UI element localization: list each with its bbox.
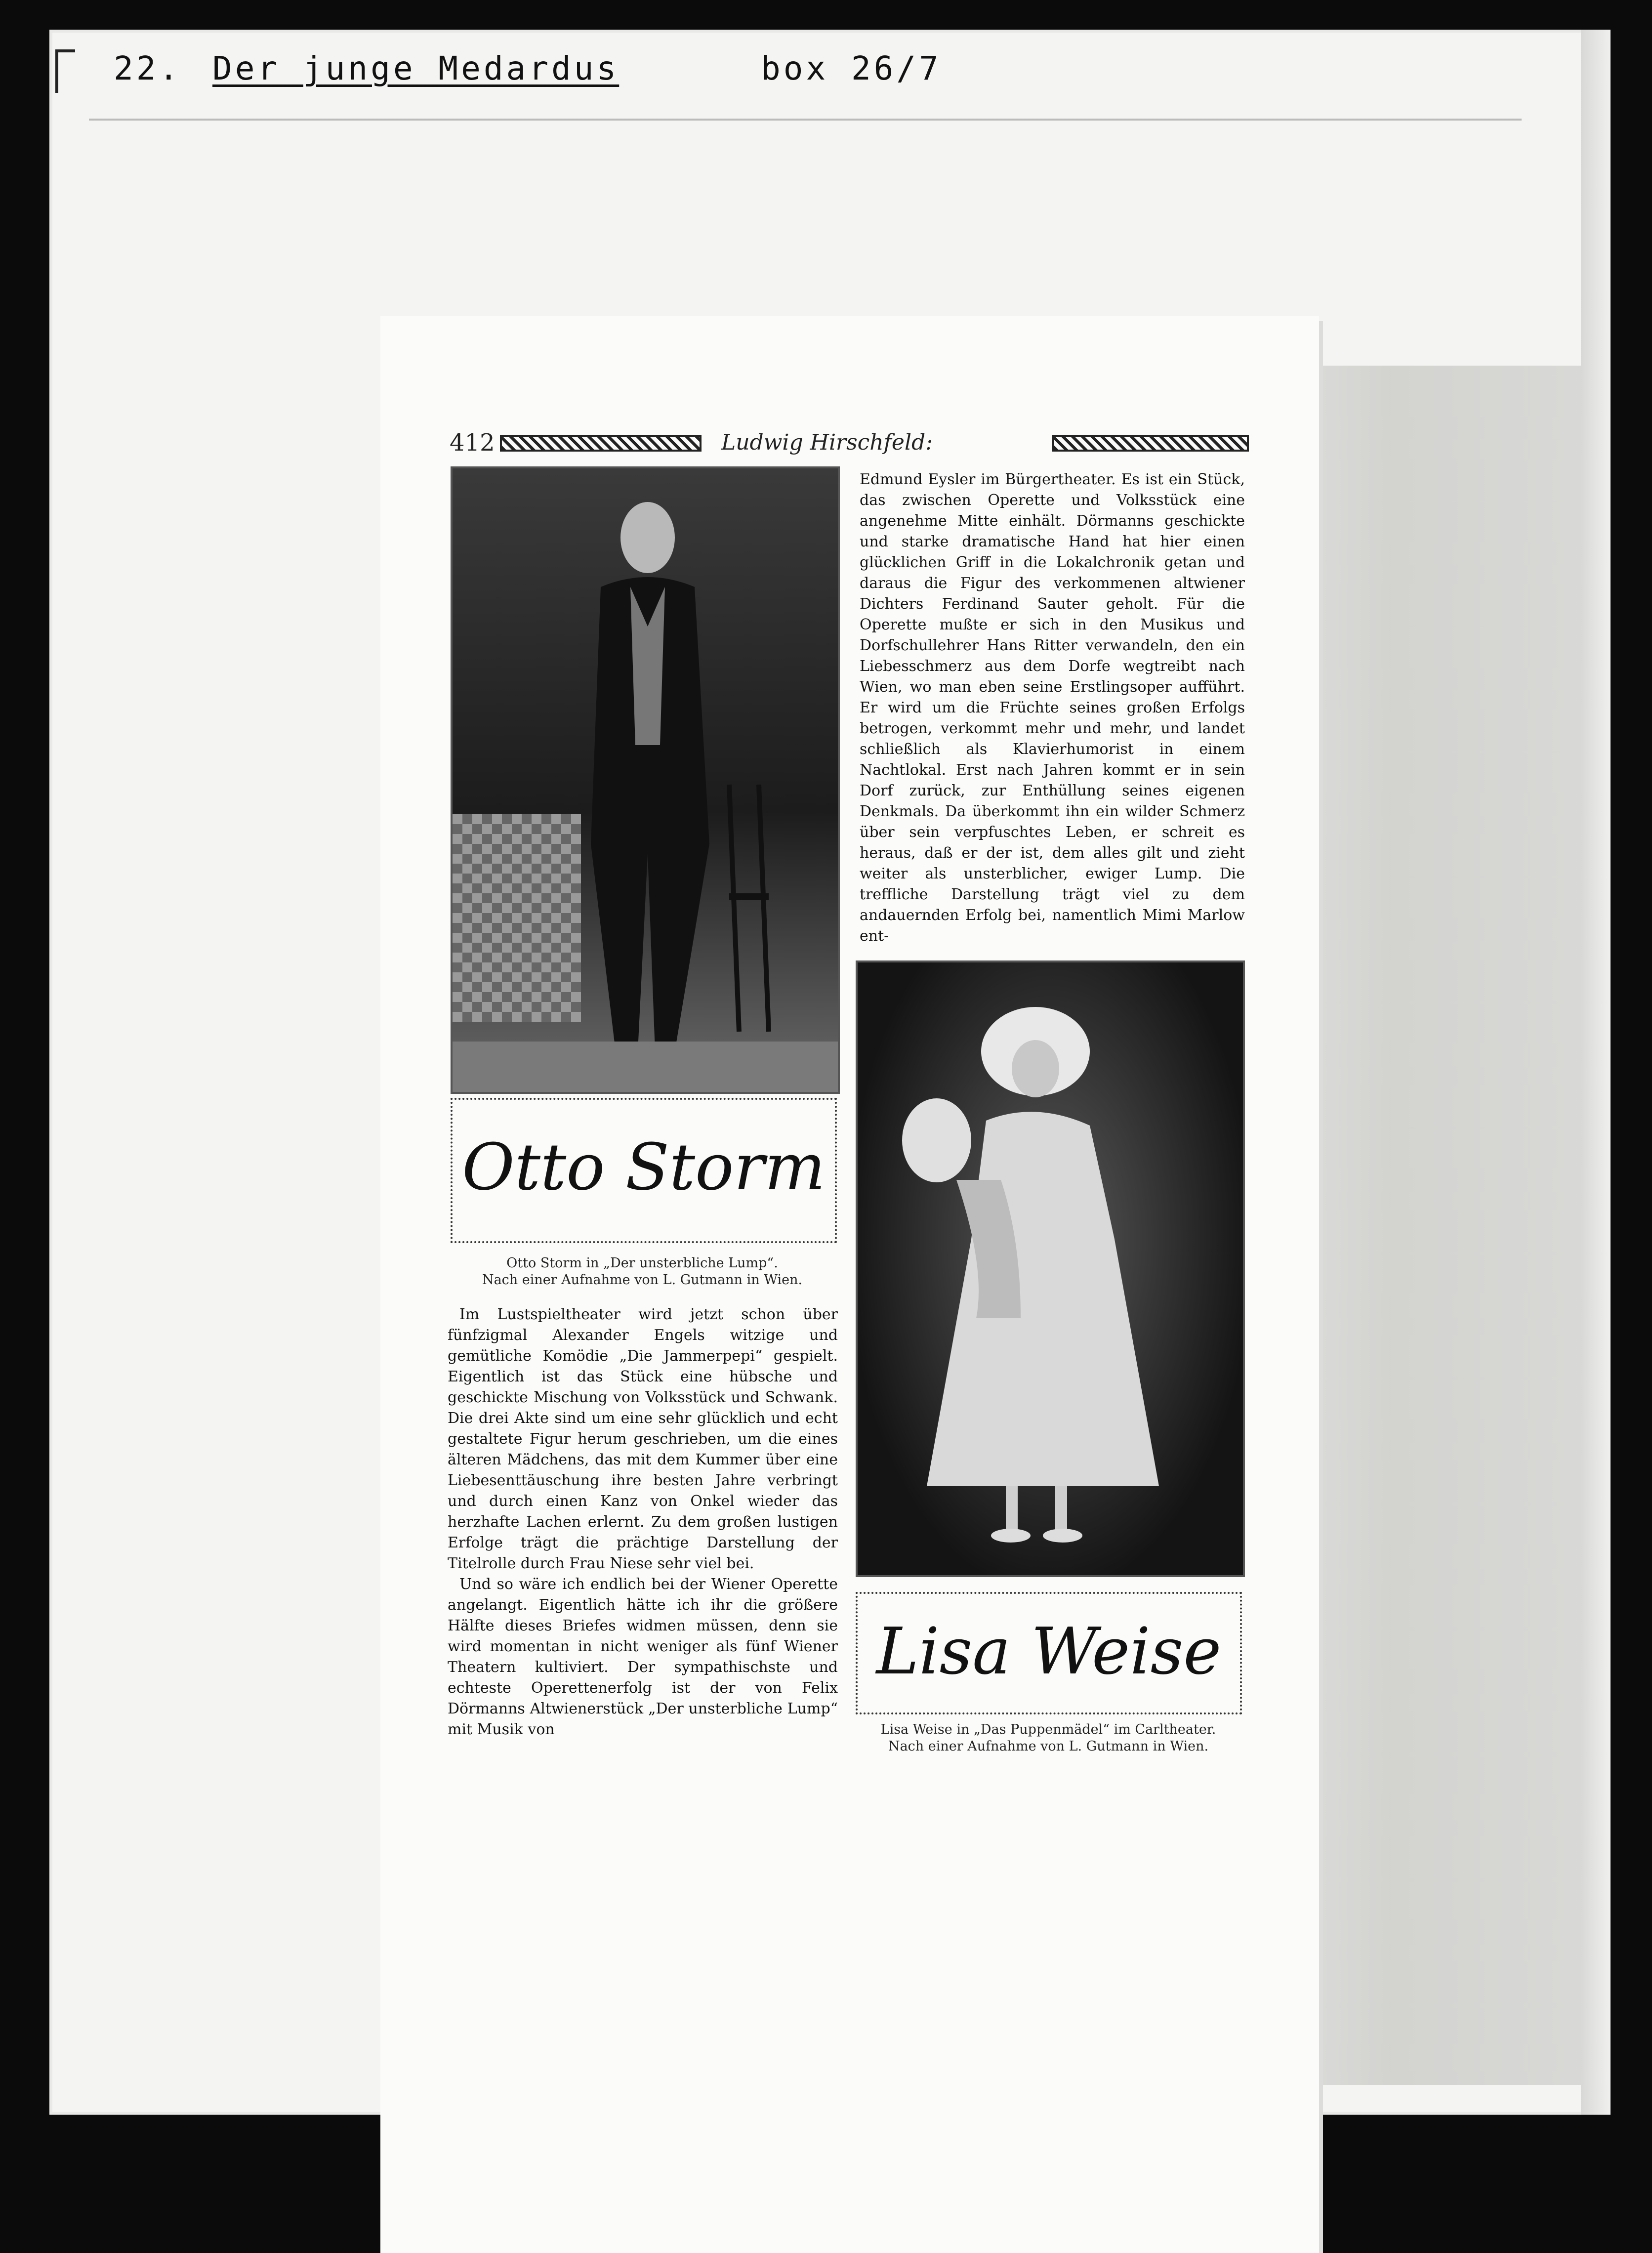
man-portrait-illustration — [453, 468, 838, 1092]
caption-lisa-weise — [846, 1721, 1251, 1755]
background-shadow — [1294, 366, 1611, 2085]
photo-otto-storm — [451, 466, 840, 1094]
ornament-left — [500, 435, 702, 452]
photo-lisa-weise — [856, 960, 1245, 1577]
woman-portrait-illustration — [858, 962, 1243, 1575]
clipping-page-header — [445, 429, 1255, 457]
paragraph: Im Lustspieltheater wird jetzt schon über fünfzigmal Alexander Engels witzige und gemütliche Komödie „Die Jammerpepi“ gespielt. Eigentlich ist das Stück eine hübsche und geschickte Mischung von Volksstück und Schwank. Die drei Akte sind um eine sehr glücklich und echt gestaltete Figur herum geschrieben, um die eines älteren Mädchens, das mit dem Kummer über eine Liebesenttäuschung ihre besten Jahre verbringt und durch einen Kanz von Onkel wieder das herzhafte Lachen erlernt. Zu dem großen lustigen Erfolge trägt die prächtige Darstellung der Titelrolle durch Frau Niese sehr viel bei. — [448, 1306, 838, 1572]
sheet-edge — [1581, 30, 1611, 2115]
signature-otto-storm: Otto Storm — [462, 1129, 826, 1205]
caption-line: Otto Storm in „Der unsterbliche Lump“. — [506, 1255, 778, 1271]
header-number: 22. — [114, 49, 182, 87]
caption-line: Nach einer Aufnahme von L. Gutmann in Wien. — [482, 1272, 803, 1288]
paragraph: Und so wäre ich endlich bei der Wiener Operette angelangt. Eigentlich hätte ich ihr die größere Hälfte dieses Briefes widmen müssen, denn sie wird momentan in nicht weniger als fünf Wiener Theatern kultiviert. Der sympathischste und echteste Operettenerfolg ist der von Felix Dörmanns Altwienerstück „Der unsterbliche Lump“ mit Musik von — [448, 1576, 838, 1738]
archive-header — [114, 49, 1102, 94]
page-number: 412 — [450, 429, 495, 457]
paragraph: Edmund Eysler im Bürgertheater. Es ist ein Stück, das zwischen Operette und Volksstück eine angenehme Mitte einhält. Dörmanns geschickte und starke dramatische Hand hat hier einen glücklichen Griff in die Lokalchronik getan und daraus die Figur des verkommenen altwiener Dichters Ferdinand Sauter geholt. Für die Operette mußte er sich in den Musikus und Dorfschullehrer Hans Ritter verwandeln, den ein Liebesschmerz aus dem Dorfe wegtreibt nach Wien, wo man eben seine Erstlingsoper aufführt. Er wird um die Früchte seines großen Erfolgs betrogen, verkommt mehr und mehr, und landet schließlich als Klavierhumorist in einem Nachtlokal. Erst nach Jahren kommt er in sein Dorf zurück, zur Enthüllung seines eigenen Denkmals. Da überkommt ihn ein wilder Schmerz über sein verpfuschtes Leben, er schreit es heraus, daß er der ist, dem alles gilt und zieht weiter als unsterblicher, ewiger Lump. Die treffliche Darstellung trägt viel zu dem andauernden Erfolg bei, namentlich Mimi Marlow ent- — [860, 471, 1245, 945]
signature-lisa-weise: Lisa Weise — [876, 1614, 1222, 1689]
caption-otto-storm — [445, 1255, 840, 1289]
author-name: Ludwig Hirschfeld: — [721, 430, 933, 455]
signature-box-otto-storm — [451, 1098, 837, 1243]
text-column-right — [860, 469, 1245, 945]
caption-line: Lisa Weise in „Das Puppenmädel“ im Carltheater. — [880, 1722, 1216, 1737]
signature-box-lisa-weise — [856, 1592, 1242, 1714]
corner-mark — [55, 49, 75, 93]
text-column-left — [448, 1304, 838, 1749]
header-title: Der junge Medardus — [212, 49, 620, 87]
caption-line: Nach einer Aufnahme von L. Gutmann in Wien. — [888, 1739, 1209, 1754]
ornament-right — [1052, 435, 1249, 452]
header-rule — [89, 119, 1522, 121]
header-box-label: box 26/7 — [761, 49, 942, 87]
